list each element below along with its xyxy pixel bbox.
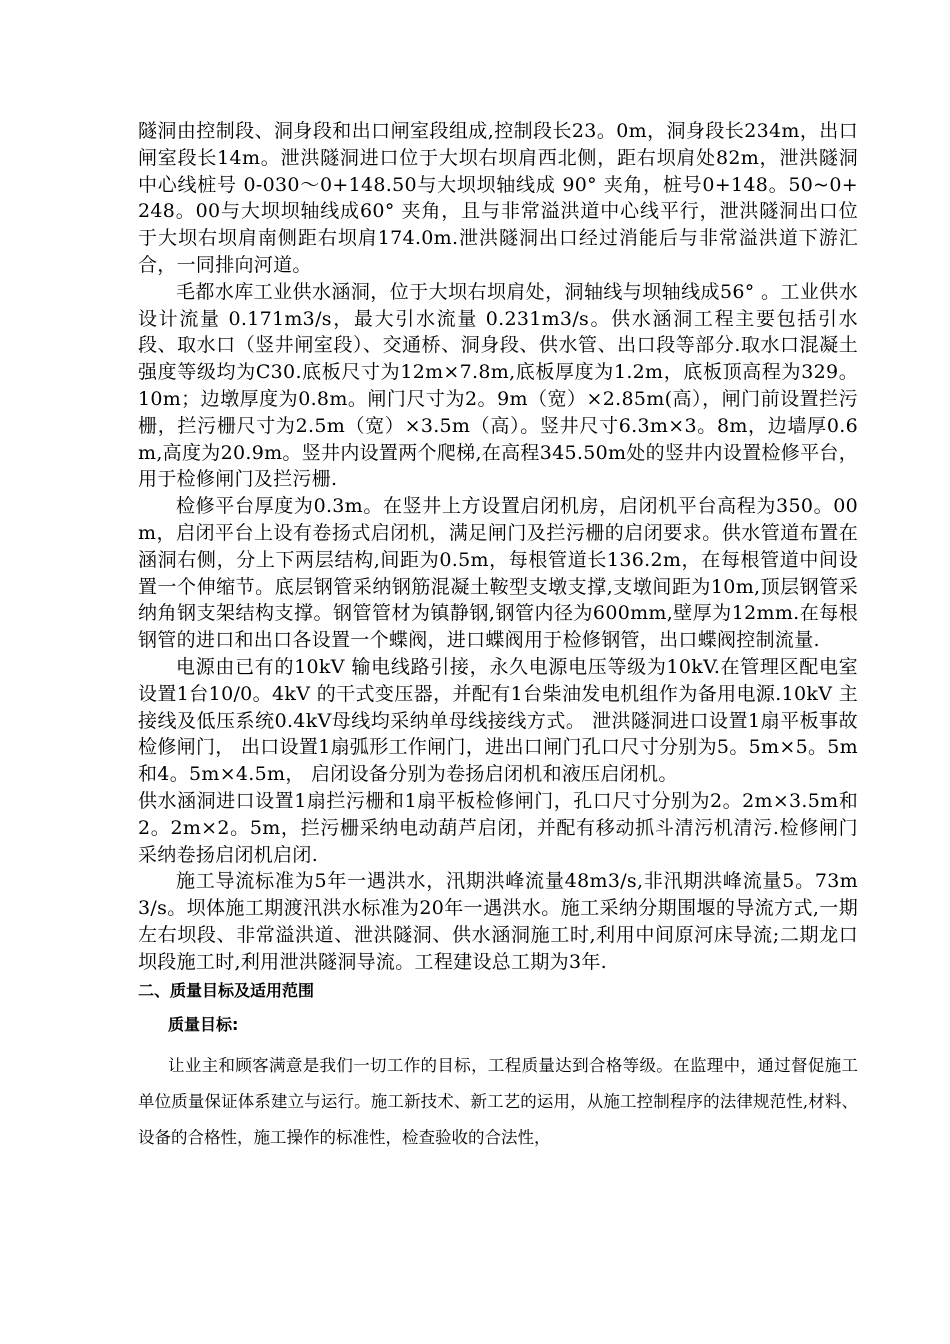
sub-heading: 质量目标: bbox=[168, 1014, 239, 1034]
document-page bbox=[138, 118, 858, 1156]
paragraph-maintenance-platform: 检修平台厚度为0.3m。在竖井上方设置启闭机房，启闭机平台高程为350。00m，启闭平台上设有卷扬式启闭机，满足闸门及拦污栅的启闭要求。供水管道布置在涵洞右侧，分上下两层结构,间距为0.5m，每根管道长136.2m，在每根管道中间设置一个伸缩节。底层钢管采纳钢筋混凝土鞍型支墩支撑,支墩间距为10m,顶层钢管采纳角钢支架结构支撑。钢管管材为镇静钢,钢管内径为600mm,壁厚为12mm.在每根钢管的进口和出口各设置一个蝶阀，进口蝶阀用于检修钢管，出口蝶阀控制流量. bbox=[138, 495, 858, 652]
section-heading: 二、质量目标及适用范围 bbox=[138, 980, 315, 1000]
paragraph-construction-diversion: 施工导流标准为5年一遇洪水，汛期洪峰流量48m3/s,非汛期洪峰流量5。73m3/s。坝体施工期渡汛洪水标准为20年一遇洪水。施工采纳分期围堰的导流方式,一期左右坝段、非常溢洪道、泄洪隧洞、供水涵洞施工时,利用中间原河床导流;二期龙口坝段施工时,利用泄洪隧洞导流。工程建设总工期为3年. bbox=[138, 870, 858, 973]
paragraph-tunnel-structure: 隧洞由控制段、洞身段和出口闸室段组成,控制段长23。0m，洞身段长234m，出口闸室段长14m。泄洪隧洞进口位于大坝右坝肩西北侧，距右坝肩处82m，泄洪隧洞中心线桩号 0-030～0+148.50与大坝坝轴线成 90° 夹角，桩号0+148。50~0+248。00与大坝坝轴线成60° 夹角，且与非常溢洪道中心线平行，泄洪隧洞出口位于大坝右坝肩南侧距右坝肩174.0m.泄洪隧洞出口经过消能后与非常溢洪道下游汇合，一同排向河道。 bbox=[138, 120, 858, 276]
paragraph-quality-target: 让业主和顾客满意是我们一切工作的目标，工程质量达到合格等级。在监理中，通过督促施工单位质量保证体系建立与运行。施工新技术、新工艺的运用，从施工控制程序的法律规范性,材料、设备的合格性，施工操作的标准性，检查验收的合法性， bbox=[138, 1055, 858, 1147]
paragraph-culvert-inlet-gates: 供水涵洞进口设置1扇拦污栅和1扇平板检修闸门，孔口尺寸分别为2。2m×3.5m和2。2m×2。5m，拦污栅采纳电动葫芦启闭，并配有移动抓斗清污机清污.检修闸门采纳卷扬启闭机启闭. bbox=[138, 789, 858, 866]
paragraph-water-supply-culvert: 毛都水库工业供水涵洞，位于大坝右坝肩处，洞轴线与坝轴线成56° 。工业供水设计流量 0.171m3/s，最大引水流量 0.231m3/s。供水涵洞工程主要包括引水段、取水口（竖井闸室段）、交通桥、洞身段、供水管、出口段等部分.取水口混凝土强度等级均为C30.底板尺寸为12m×7.8m,底板厚度为1.2m，底板顶高程为329。10m；边墩厚度为0.8m。闸门尺寸为2。9m（宽）×2.85m(高），闸门前设置拦污栅，拦污栅尺寸为2.5m（宽）×3.5m（高）。竖井尺寸6.3m×3。8m，边墙厚0.6m,高度为20.9m。竖井内设置两个爬梯,在高程345.50m处的竖井内设置检修平台，用于检修闸门及拦污栅. bbox=[138, 280, 858, 491]
paragraph-power-supply: 电源由已有的10kV 输电线路引接，永久电源电压等级为10kV.在管理区配电室设置1台10/0。4kV 的干式变压器，并配有1台柴油发电机组作为备用电源.10kV 主接线及低压系统0.4kV母线均采纳单母线接线方式。 泄洪隧洞进口设置1扇平板事故检修闸门， 出口设置1扇弧形工作闸门，进出口闸门孔口尺寸分别为5。5m×5。5m和4。5m×4.5m， 启闭设备分别为卷扬启闭机和液压启闭机。 bbox=[138, 655, 858, 786]
